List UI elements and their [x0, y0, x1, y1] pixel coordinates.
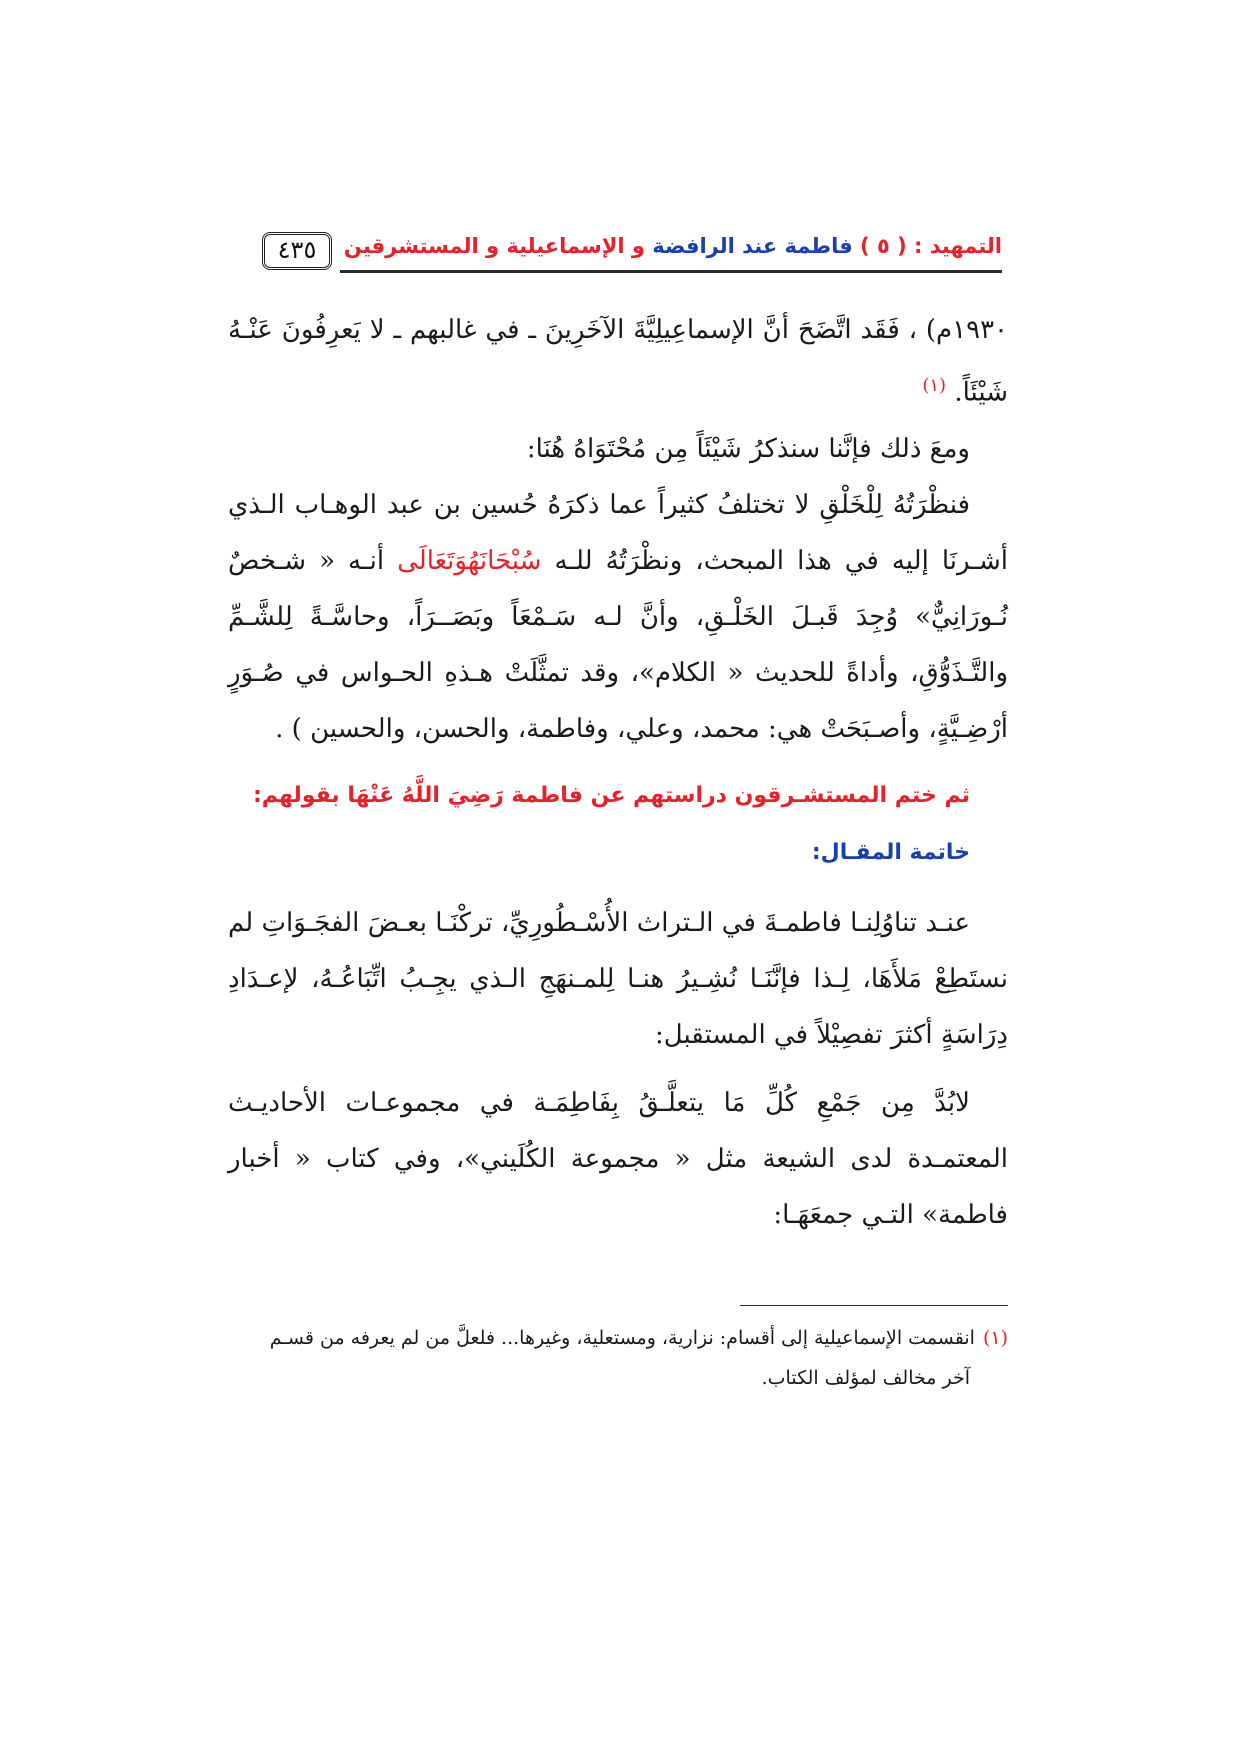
header-divider: [340, 270, 1002, 273]
honorific-glyph: سُبْحَانَهُوَتَعَالَى: [397, 545, 542, 576]
footnote-1: [228, 1318, 1008, 1358]
paragraph-1: [228, 302, 1008, 421]
red-heading-part-b: بقولهم:: [252, 782, 348, 808]
paragraph-3-part-b: أنـه « شـخصٌ نُـورَانِيٌّ» وُجِدَ قَبـلَ الخَلْـقِ، وأنَّ لـه سَـمْعَاً وبَصَــرَاً، وحاسَّـةً لِلشَّـمِّ والتَّـذَوُّقِ، وأداةً للحديث « الكلام»، وقد تمثَّلَتْ هـذهِ الحـواس في صُـوَرٍ أرْضِـيَّةٍ، وأصـبَحَتْ هي: محمد، وعلي، وفاطمة، والحسن، والحسين ) .: [228, 545, 1008, 744]
footnotes: [228, 1318, 1008, 1398]
section-heading-red: [228, 767, 1008, 825]
footnote-marker: (١): [922, 375, 947, 396]
paragraph-3-part-a: فنظْرَتُهُ لِلْخَلْقِ لا تختلفُ كثيراً عما ذكرَهُ حُسين بن عبد الوهـاب الـذي أشـرنَا إليه في هذا المبحث، ونظْرَتُهُ للـه: [228, 489, 1008, 576]
page-header: [262, 232, 1002, 276]
paragraph-5: لابُدَّ مِن جَمْعِ كُلِّ مَا يتعلَّـقُ بِفَاطِمَـة في مجموعـات الأحاديـث المعتمـدة لدى الشيعة مثل « مجموعة الكُلَيني»، وفي كتاب « أخبار فاطمة» التـي جمعَهَـا:: [228, 1087, 1008, 1230]
paragraph-4: عنـد تناوُلِنـا فاطمـةَ في الـتراث الأُسْـطُورِيِّ، تركْنَـا بعـضَ الفجَـوَاتِ لم نستَطِعْ مَلأَهَا، لِـذا فإنَّنَـا نُشِـيرُ هنـا لِلمـنهَجِ الـذي يجِـبُ اتِّبَاعُـهُ، لإعـدَادِ دِرَاسَةٍ أكثرَ تفصِيْلاً في المستقبل:: [228, 907, 1008, 1050]
red-heading-honorific: رَضِيَ اللَّهُ عَنْهَا: [347, 782, 504, 808]
footnote-1-line-2: آخر مخالف لمؤلف الكتاب.: [761, 1367, 970, 1389]
footnote-divider: [740, 1305, 1008, 1306]
red-heading-part-a: ثم ختم المستشـرقون دراستهم عن فاطمة: [503, 782, 970, 808]
header-title-subtopic: و الإسماعيلية و المستشرقين: [343, 234, 645, 258]
page-number: ٤٣٥: [262, 232, 332, 270]
main-text: [228, 302, 1008, 1243]
header-title-chapter: التمهيد : ( ٥ ): [860, 234, 1002, 258]
paragraph-2: ومعَ ذلك فإنَّنا سنذكرُ شَيْئَاً مِن مُحْتَوَاهُ هُنَا:: [526, 433, 970, 464]
header-title: [344, 234, 1002, 258]
footnote-1-number: (١): [982, 1327, 1008, 1349]
section-heading-blue: خاتمة المقـال:: [811, 839, 970, 865]
paragraph-1-text: ١٩٣٠م) ، فَقَد اتَّضَحَ أنَّ الإسماعِيلِيَّةَ الآخَرِينَ ـ في غالبهم ـ لا يَعرِفُونَ عَنْـهُ شَيْئَاً.: [228, 315, 1008, 408]
footnote-1-line-1: انقسمت الإسماعيلية إلى أقسام: نزارية، ومستعلية، وغيرها... فلعلَّ من لم يعرفه من قسـم: [269, 1327, 975, 1349]
paragraph-3: [228, 477, 1008, 757]
paragraph-spacer: [228, 1063, 1008, 1075]
header-title-topic: فاطمة عند الرافضة: [644, 234, 861, 258]
